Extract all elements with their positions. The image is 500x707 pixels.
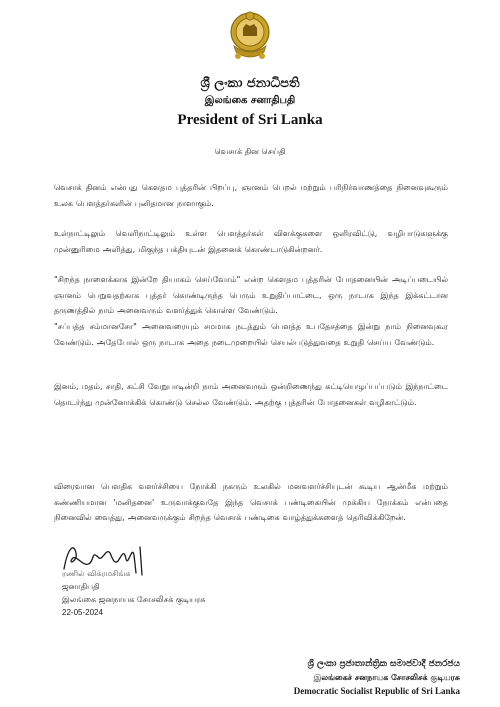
paragraph-1: வெசாக் தினம் என்பது கௌதம புத்தரின் பிறப்பு, ஞானம் பெறல் மற்றும் பரிநிர்வாணத்தை நினைவுகூரும் உலக பௌத்தர்களின் புனிதமான நாளாகும். [54,183,448,208]
footer-tamil: இலங்கைச் சனநாயக சோசலிசக் குடியரசு [313,673,460,682]
paragraph-6: விரைவான பௌதிக வளர்ச்சியை நோக்கி நகரும் உலகில் மனவளர்ச்சியுடன் கூடிய ஆன்மீக மற்றும் கண்ணியமான 'மனிதனை' உருவாக்குவதே இந்த வெசாக் பண்டிகையின் முக்கிய நோக்கம் என்பதை நினைவில் வைத்து, அனைவருக்கும் சிறந்த வெசாக் பண்டிகை வாழ்த்துக்களைத் தெரிவிக்கிறேன். [54,482,448,522]
signoff-block [62,567,206,619]
header-title-tamil: இலங்கை சனாதிபதி [204,95,296,106]
signer-country: இலங்கை ஜனநாயக சோசலிசக் குடியரசு [62,595,206,604]
signer-name: ரணில் விக்ரமசிங்க [62,569,131,578]
paragraph-2: உள்நாட்டிலும் வெளிநாட்டிலும் உள்ள பௌத்தர்கள் விளக்குகளை ஒளிரவிட்டு, வழிபாடுகளுக்கு முன்னுரிமை அளித்து, மிகுந்த பக்தியுடன் இதனைக் கொண்டாடுகின்றனர். [54,229,448,254]
footer-sinhala: ශ්‍රී ලංකා ප්‍රජාතාන්ත්‍රික සමාජවාදී ජනරජය [307,659,460,669]
paragraph-4: "சப்பத்த சம்மானசோ" அனைவரையும் சமமாக நடத்தும் பௌத்த உபதேசத்தை இன்று நாம் நினைவுகூர வேண்டும். அதேபோல் ஒரு நாடாக அதை நடைமுறையில் செயல்படுத்துவதை உறுதி செய்ய வேண்டும். [54,322,448,347]
paragraph-3: "சிறந்த நாளைக்காக இன்றே தியாகம் செய்வோம்" என்ற கௌதம புத்தரின் போதனையின் அடிப்படையில் ஞானம் பெறுவதற்காக புத்தர் கொண்டிருந்த பெரும் உறுதிப்பாட்டை, ஒரு நாடாக இந்த இக்கட்டான தருணத்தில் நாம் அனைவரும் வளர்த்துக் கொள்ள வேண்டும். [54,275,448,315]
paragraph-5: இனம், மதம், சாதி, கட்சி வேறுபாடின்றி நாம் அனைவரும் ஒன்றிணைந்து கட்டியெழுப்பப்படும் இந்நாட்டை தொடர்ந்து முன்னோக்கிக் கொண்டு செல்ல வேண்டும். அதற்கு புத்தரின் போதனைகள் வழிகாட்டும். [54,382,448,407]
footer-english: Democratic Socialist Republic of Sri Lanka [293,686,460,696]
sri-lanka-emblem-icon [226,6,274,66]
document-title: வெசாக் தின செய்தி [214,147,286,156]
signer-role: ஜனாதிபதி [62,582,100,591]
signed-date: 22-05-2024 [62,608,103,617]
header-title-sinhala: ශ්‍රී ලංකා ජනාධිපති [200,76,300,91]
header-title-english: President of Sri Lanka [177,112,323,128]
